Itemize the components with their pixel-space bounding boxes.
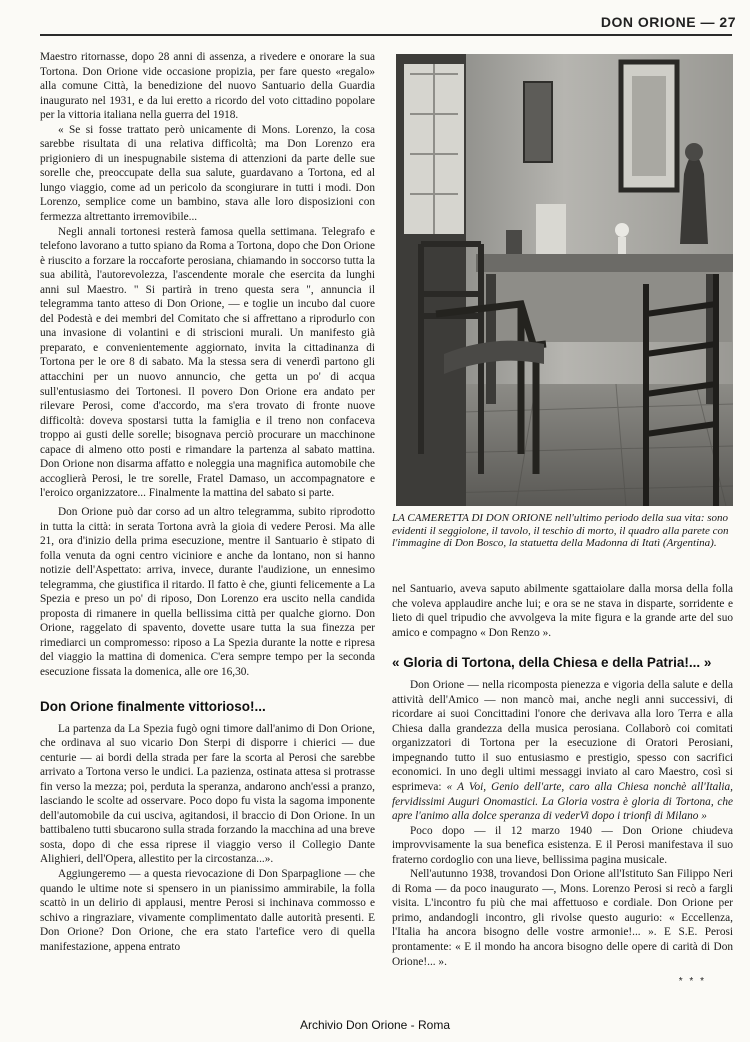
room-photo: [396, 54, 733, 506]
caption-text: nell'ultimo periodo della sua vita: sono evidenti il seggiolone, il tavolo, il teschio di morto, il quadro alla parete con l'immagine di Don Bosco, la statuetta della Madonna di Itatì (Argentina).: [392, 512, 729, 550]
paragraph: Don Orione può dar corso ad un altro telegramma, subito riprodotto in tutta la città: in serata Tortona avrà la gioia di vedere Perosi. Ma alle 21, ora d'inizio della prima esecuzione, mentre il Santuario è stipato di folla venuta da ogni centro viciniore e anche da lontano, non si hanno notizie dell'Aspettato: arriva, invece, durante l'audizione, un ennesimo telegramma, che giustifica il ritardo. Il fatto è che, giunti felicemente a La Spezia e preso un po' di riposo, Don Lorenzo era uscito nella candida proposta di rimanere in quella bellissima città per qualche giorno. Don Orione, raggelato di spavento, dovette usare tutta la sua finezza per rimediarci un compromesso: riposo a La Spezia durante la notte e ripresa del viaggio la mattina di domenica. C'era sempre tempo per la seconda esecuzione fissata la domenica, alle ore 16,30.: [40, 505, 375, 678]
caption-lead: LA CAMERETTA DI DON ORIONE: [392, 512, 553, 524]
room-photo-drawing: [396, 54, 733, 506]
section-heading: « Gloria di Tortona, della Chiesa e della Patria!... »: [392, 655, 712, 671]
paragraph: Poco dopo — il 12 marzo 1940 — Don Orione chiudeva improvvisamente la sua benefica esistenza. E il Perosi manifestava il suo fraterno cordoglio con una lieve, bellissima pagina musicale.: [392, 824, 733, 866]
left-column: [40, 50, 375, 954]
running-title: DON ORIONE — 27: [600, 14, 736, 30]
paragraph: nel Santuario, aveva saputo abilmente sgattaiolare dalla morsa della folla che voleva applaudire anche lui; e ora se ne stava in disparte, sorridente e lieto di quel tripudio che avvolgeva la mite figura e la grande arte del suo amico e compagno « Don Renzo ».: [392, 583, 733, 639]
quote-text: « A Voi, Genio dell'arte, caro alla Chiesa nonchè all'Italia, fervidissimi Auguri Onomastici. La Gloria vostra è gloria di Tortona, che apre l'animo alla dolce speranza di vederVi dopo i trionfi di Milano »: [392, 781, 734, 823]
header-rule: [40, 34, 732, 36]
right-column: [392, 582, 733, 969]
paragraph: Negli annali tortonesi resterà famosa quella settimana. Telegrafo e telefono lavorano a tutto spiano da Roma a Tortona, dopo che Don Orione è riuscito a forzare la roccaforte perosiana, chiamando in soccorso tutta la sua abilità, l'autorevolezza, l'ascendente morale che esercita da lunghi anni sul Maestro. " Si partirà in treno questa sera ", annuncia il telegramma tanto atteso di Don Orione, — e toglie un incubo dal cuore del Podestà e dei membri del Comitato che si affrettano a riprodurlo con una invasione di volantini e di striscioni murali. Un manifesto già preparato, e convenientemente aggiornato, invita la cittadinanza di Tortona per le ore 8 di sabato. Ma la stessa sera di venerdì partono gli attacchini per un nuovo annuncio, che getta un po' di acqua sull'entusiasmo dei Tortonesi. Il povero Don Orione era andato per rilevare Perosi, come d'accordo, ma s'era trovato di fronte nuove difficoltà: doveva spostarsi tutta la famiglia e il treno non confaceva troppo ai gusti delle sorelle; bisognava perciò procurare un macchinone capace di almeno otto posti e rimandare la partenza al sabato mattina. Don Orione non disarma affatto e noleggia una magnifica automobile che accoglierà Perosi, le tre sorelle, Fratel Damaso, un accompagnatore e l'eroico organizzatore... Finalmente la mattina del sabato si parte.: [40, 225, 375, 500]
archive-footer: Archivio Don Orione - Roma: [299, 1018, 451, 1032]
paragraph-text: Don Orione — nella ricomposta pienezza e vigoria della salute e della attività dell'Amico — non mancò mai, anche negli anni successivi, di ricordare ai suoi Concittadini l'onore che derivava alla loro Terra e alla Chiesa dalla grandezza della musica perosiana. Collaborò coi comitati organizzatori di Tortona per la esecuzione di Oratori Perosiani, impegnando tutto il suo entusiasmo e prestigio, spesso con sacrifici economici. In uno degli ultimi messaggi inviato al caro Maestro, così si esprimeva:: [392, 679, 733, 794]
paragraph: [392, 678, 733, 823]
paragraph: Maestro ritornasse, dopo 28 anni di assenza, a rivedere e onorare la sua Tortona. Don Orione vide occasione propizia, per fare questo «regalo» alla comune Città, la benedizione del nuovo Santuario della Guardia inaugurato nel 1931, e da lui eretto a ricordo del voto cittadino popolare per la vittoria italiana nella guerra del 1918.: [40, 51, 375, 122]
section-heading: Don Orione finalmente vittorioso!...: [40, 698, 266, 714]
section-stars: * * *: [678, 976, 706, 987]
paragraph: La partenza da La Spezia fugò ogni timore dall'animo di Don Orione, che ordinava al suo vicario Don Sterpi di disporre i chierici — due centurie — ai bordi della strada per fare la scorta al Perosi che sarebbe arrivato a Tortona verso le undici. La pazienza, ostinata attesa si protrasse fin verso la mezza; poi, perduta la speranza, andarono anch'essi a pranzo, lasciando le scolte ad osservare. Poco dopo fu vista la sagoma imponente dell'automobile da cui usciva, agitandosi, il braccio di Don Orione. In un battibaleno tutti sbucarono sulla strada forzando la macchina ad una breve sosta, dopo di che essa riprese il viaggio verso il Collegio Dante Alighieri, dell'Opera, allestito per la circostanza...».: [40, 722, 376, 866]
paragraph: Nell'autunno 1938, trovandosi Don Orione all'Istituto San Filippo Neri di Roma — da poco inaugurato —, Mons. Lorenzo Perosi si recò a fargli visita. L'incontro fu più che mai affettuoso e cordiale. Don Orione per primo, andandogli incontro, gli rivolse questo augurio: « Eccellenza, l'Italia ha ancora bisogno delle vostre armonie!... ». E S.E. Perosi prontamente: « E il mondo ha ancora bisogno delle opere di carità di Don Orione!... ».: [392, 868, 733, 968]
page-header: [0, 8, 740, 34]
photo-caption: [392, 512, 734, 550]
paragraph: « Se si fosse trattato però unicamente di Mons. Lorenzo, la cosa sarebbe risultata di una relativa difficoltà; ma Don Lorenzo era prigioniero di un inespugnabile sistema di attenzioni da parte delle sue sorelle che, preoccupate della sua salute, guardavano a Tortona, ed al lungo viaggio, come ad un pericolo da scongiurare in tutti i modi. Don Lorenzo, semplice come un bambino, stava alle loro disposizioni con fermezza altrettanto irremovibile...: [40, 123, 375, 224]
paragraph: Aggiungeremo — a questa rievocazione di Don Sparpaglione — che quando le ultime note si spensero in un pianissimo ammirabile, la folla scattò in un delirio di applausi, mentre Perosi si inchinava commosso e schivo a ringraziare, vivamente complimentato dalle autorità presenti. E Don Orione? Don Orione, che era stato l'artefice vero di quella manifestazione, appena entrato: [40, 867, 375, 953]
